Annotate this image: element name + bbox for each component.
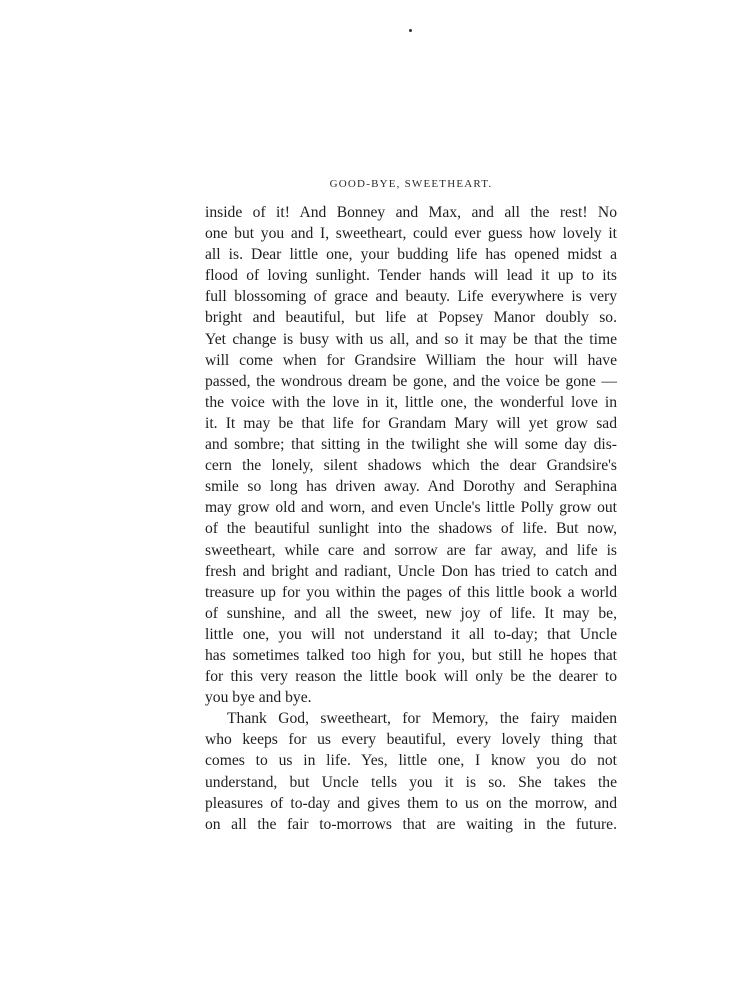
text-line: Thank God, sweetheart, for Memory, the fairy maiden xyxy=(227,710,617,728)
text-line: for this very reason the little book will only be the dearer to xyxy=(205,668,617,686)
text-line: all is. Dear little one, your budding life has opened midst a xyxy=(205,246,617,264)
paragraph xyxy=(205,708,617,835)
text-line: passed, the wondrous dream be gone, and the voice be gone — xyxy=(205,372,617,390)
text-line: of sunshine, and all the sweet, new joy of life. It may be, xyxy=(205,604,617,622)
paragraph xyxy=(205,202,617,708)
text-line: full blossoming of grace and beauty. Life everywhere is very xyxy=(205,288,617,306)
text-line: will come when for Grandsire William the hour will have xyxy=(205,351,617,369)
text-line: one but you and I, sweetheart, could ever guess how lovely it xyxy=(205,225,617,243)
text-line: understand, but Uncle tells you it is so. She takes the xyxy=(205,773,617,791)
text-line: flood of loving sunlight. Tender hands will lead it up to its xyxy=(205,267,617,285)
text-line: has sometimes talked too high for you, but still he hopes that xyxy=(205,646,617,664)
text-line: you bye and bye. xyxy=(205,689,312,707)
text-line: cern the lonely, silent shadows which the dear Grandsire's xyxy=(205,457,617,475)
text-line: it. It may be that life for Grandam Mary will yet grow sad xyxy=(205,414,617,432)
text-line: Yet change is busy with us all, and so it may be that the time xyxy=(205,330,617,348)
body-text xyxy=(205,202,617,835)
text-line: who keeps for us every beautiful, every lovely thing that xyxy=(205,731,617,749)
text-line: inside of it! And Bonney and Max, and all the rest! No xyxy=(205,204,617,221)
text-line: on all the fair to-morrows that are waiting in the future. xyxy=(205,815,617,833)
ink-speck xyxy=(409,29,412,32)
text-line: pleasures of to-day and gives them to us on the morrow, and xyxy=(205,794,617,812)
text-line: little one, you will not understand it all to-day; that Uncle xyxy=(205,625,617,643)
text-line: fresh and bright and radiant, Uncle Don has tried to catch and xyxy=(205,562,617,580)
text-line: the voice with the love in it, little one, the wonderful love in xyxy=(205,393,617,411)
text-line: may grow old and worn, and even Uncle's little Polly grow out xyxy=(205,499,617,517)
text-line: sweetheart, while care and sorrow are far away, and life is xyxy=(205,541,617,559)
text-line: treasure up for you within the pages of this little book a world xyxy=(205,583,617,601)
text-line: of the beautiful sunlight into the shadows of life. But now, xyxy=(205,520,617,538)
text-line: smile so long has driven away. And Dorothy and Seraphina xyxy=(205,478,617,496)
text-line: comes to us in life. Yes, little one, I know you do not xyxy=(205,752,617,770)
running-head: GOOD-BYE, SWEETHEART. xyxy=(329,178,493,190)
text-line: bright and beautiful, but life at Popsey Manor doubly so. xyxy=(205,309,617,327)
text-line: and sombre; that sitting in the twilight she will some day dis- xyxy=(205,436,617,454)
